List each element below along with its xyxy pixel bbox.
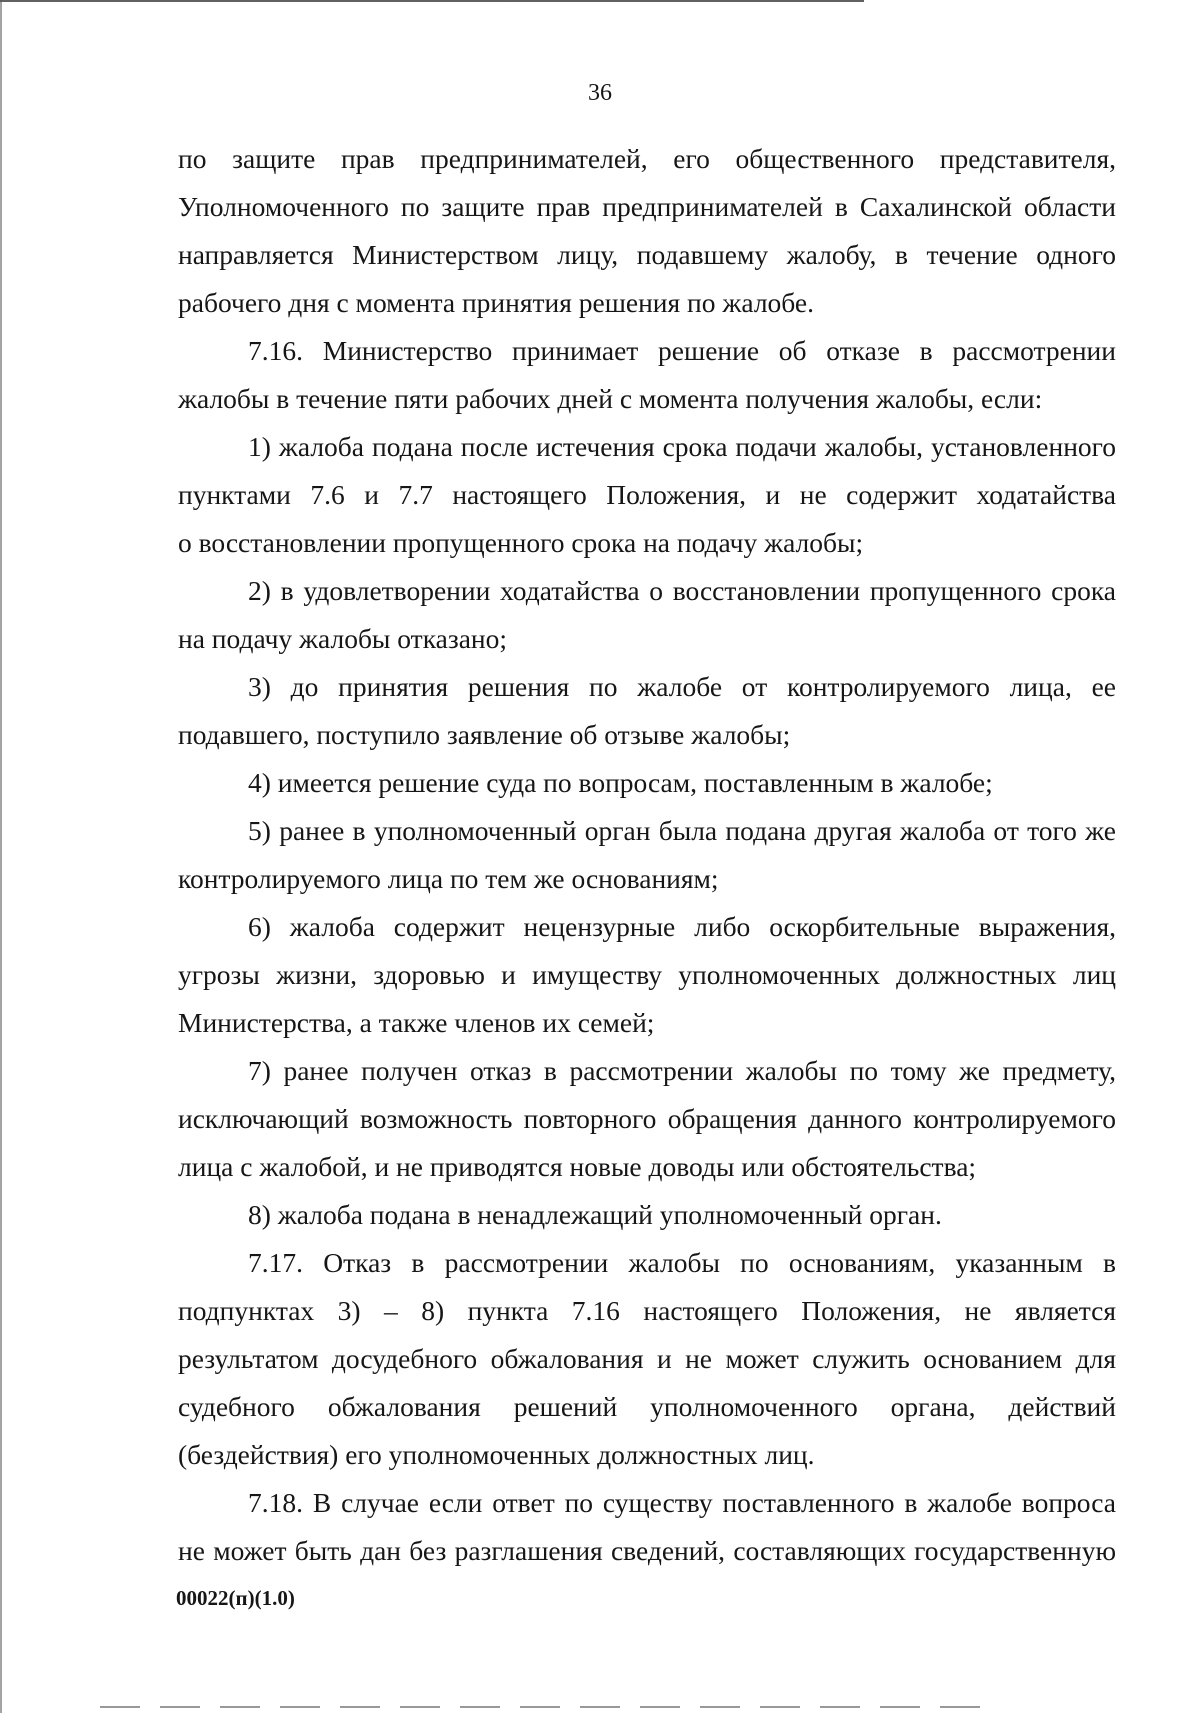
text-line: о восстановлении пропущенного срока на подачу жалобы;	[178, 527, 864, 558]
text-line: 7.18. В случае если ответ по существу поставленного в жалобе вопроса	[248, 1487, 1116, 1518]
text-line: подпунктах 3) – 8) пункта 7.16 настоящего Положения, не является	[178, 1295, 1116, 1326]
text-line: угрозы жизни, здоровью и имуществу уполномоченных должностных лиц	[178, 959, 1116, 990]
text-line: направляется Министерством лицу, подавшему жалобу, в течение одного	[178, 239, 1116, 270]
text-line: 4) имеется решение суда по вопросам, поставленным в жалобе;	[248, 767, 993, 798]
text-line: подавшего, поступило заявление об отзыве жалобы;	[178, 719, 791, 750]
scan-edge-bottom	[100, 1706, 1000, 1708]
document-code: 00022(п)(1.0)	[176, 1586, 295, 1610]
text-line: лица с жалобой, и не приводятся новые доводы или обстоятельства;	[178, 1151, 977, 1182]
text-line: исключающий возможность повторного обращения данного контролируемого	[178, 1103, 1116, 1134]
text-line: по защите прав предпринимателей, его общественного представителя,	[178, 143, 1116, 174]
text-line: 7.17. Отказ в рассмотрении жалобы по основаниям, указанным в	[248, 1247, 1116, 1278]
scan-edge-left	[0, 0, 2, 1713]
text-line: 1) жалоба подана после истечения срока подачи жалобы, установленного	[248, 431, 1116, 462]
text-line: жалобы в течение пяти рабочих дней с момента получения жалобы, если:	[178, 383, 1043, 414]
text-line: 3) до принятия решения по жалобе от контролируемого лица, ее	[248, 671, 1116, 702]
text-line: контролируемого лица по тем же основаниям;	[178, 863, 719, 894]
scan-edge-top	[0, 0, 1200, 2]
text-line: 6) жалоба содержит нецензурные либо оскорбительные выражения,	[248, 911, 1116, 942]
text-line: Министерства, а также членов их семей;	[178, 1007, 655, 1038]
page-number: 36	[588, 80, 612, 106]
text-line: результатом досудебного обжалования и не может служить основанием для	[178, 1343, 1116, 1374]
text-line: пунктами 7.6 и 7.7 настоящего Положения, и не содержит ходатайства	[178, 479, 1116, 510]
text-line: 5) ранее в уполномоченный орган была подана другая жалоба от того же	[248, 815, 1116, 846]
text-line: рабочего дня с момента принятия решения по жалобе.	[178, 287, 815, 318]
text-line: Уполномоченного по защите прав предпринимателей в Сахалинской области	[178, 191, 1116, 222]
text-line: 8) жалоба подана в ненадлежащий уполномоченный орган.	[248, 1199, 942, 1230]
text-line: 2) в удовлетворении ходатайства о восстановлении пропущенного срока	[248, 575, 1116, 606]
text-line: судебного обжалования решений уполномоченного органа, действий	[178, 1391, 1116, 1422]
document-body	[178, 135, 1116, 1575]
text-line: 7) ранее получен отказ в рассмотрении жалобы по тому же предмету,	[248, 1055, 1116, 1086]
text-line: (бездействия) его уполномоченных должностных лиц.	[178, 1439, 815, 1470]
text-line: 7.16. Министерство принимает решение об отказе в рассмотрении	[248, 335, 1116, 366]
text-line: не может быть дан без разглашения сведений, составляющих государственную	[178, 1535, 1116, 1566]
text-line: на подачу жалобы отказано;	[178, 623, 508, 654]
